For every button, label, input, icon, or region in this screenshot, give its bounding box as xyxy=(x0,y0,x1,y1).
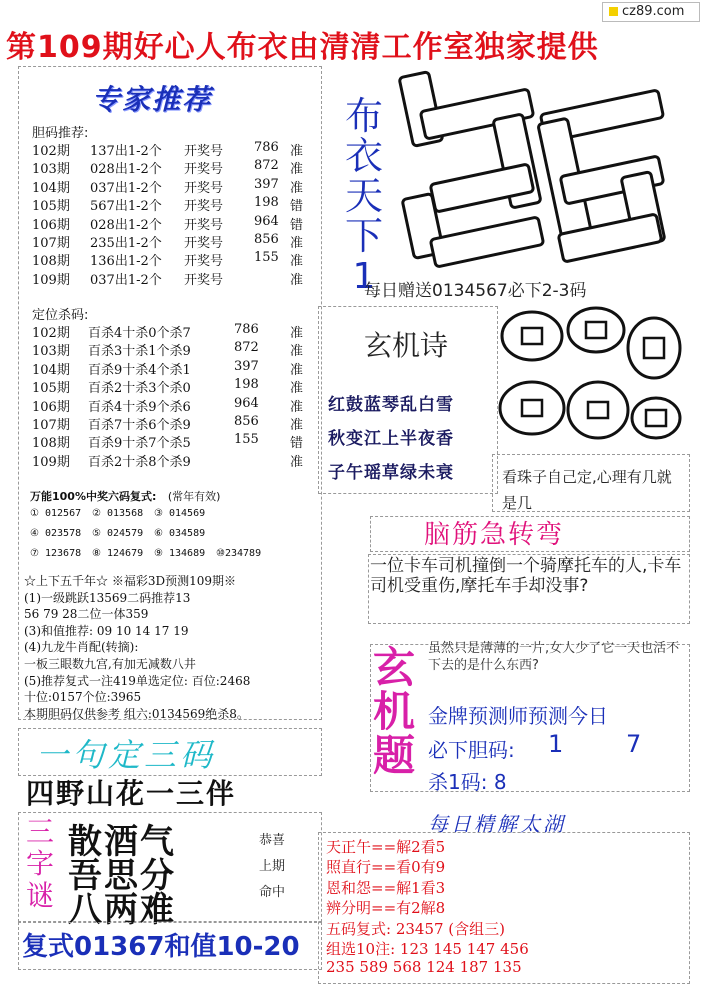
row-kai: 开奖号 xyxy=(184,217,224,233)
sanma-phrase: 四野山花一三伴 xyxy=(26,777,237,810)
taihu-line: 五码复式: 23457 (含组三) xyxy=(326,919,506,938)
row-period: 108期 xyxy=(32,254,70,270)
poem-line: 秋变江上半夜香 xyxy=(328,429,454,449)
row-period: 103期 xyxy=(32,344,70,360)
row-result: 错 xyxy=(290,199,304,215)
row-result: 准 xyxy=(290,326,304,341)
site-badge[interactable] xyxy=(602,2,700,22)
wanneng-item: ⑨ 134689 xyxy=(154,548,206,559)
row-result: 准 xyxy=(290,180,304,196)
row-result: 错 xyxy=(290,217,304,233)
row-pick: 136出1-2个 xyxy=(90,254,162,270)
congrats-line: 恭喜 xyxy=(258,833,285,848)
riddle-line: 八两难 xyxy=(68,890,176,930)
poem-line: 子午瑶草绿未衰 xyxy=(328,463,454,483)
taihu-line: 照直行==看0有9 xyxy=(326,858,446,877)
row-period: 106期 xyxy=(32,217,70,233)
must-dan-value: 7 xyxy=(626,730,642,758)
wanneng-note: (常年有效) xyxy=(167,490,221,503)
row-kai: 开奖号 xyxy=(184,272,224,288)
wanneng-label: 万能100%中奖六码复式: xyxy=(30,490,157,503)
dan-label: 胆码推荐: xyxy=(32,126,89,141)
sanma-title: 一句定三码 xyxy=(36,736,217,774)
row-result: 准 xyxy=(290,454,304,470)
kill-one-label: 杀1码: 8 xyxy=(428,770,507,794)
row-pick: 037出1-2个 xyxy=(90,180,162,196)
stones-note: 看珠子自己定,心理有几就是几 xyxy=(502,468,672,512)
taihu-line: 组选10注: 123 145 147 456 xyxy=(326,940,529,958)
row-num: 964 xyxy=(234,395,259,411)
poem-line: 红鼓蓝琴乱白雪 xyxy=(328,395,454,415)
row-pick: 百杀2十杀3个杀0 xyxy=(88,381,191,397)
buyi-block xyxy=(340,96,388,297)
row-result: 准 xyxy=(290,418,304,433)
daily-send-text: 每日赠送0134567必下2-3码 xyxy=(364,281,587,301)
note-line: (5)推荐复式一注419单选定位: 百位:2468 xyxy=(24,673,251,688)
row-num: 198 xyxy=(234,377,259,393)
row-num: 397 xyxy=(254,176,279,192)
row-pick: 百杀9十杀4个杀1 xyxy=(88,362,191,378)
row-result: 准 xyxy=(290,362,304,378)
xjt-label: 玄机题 xyxy=(372,643,415,780)
buyi-char: 下 xyxy=(344,214,383,258)
row-pick: 百杀9十杀7个杀5 xyxy=(88,436,191,452)
row-result: 准 xyxy=(290,254,304,270)
row-kai: 开奖号 xyxy=(184,236,224,251)
wanneng-item: ③ 014569 xyxy=(154,508,206,519)
congrats-line: 上期 xyxy=(258,859,285,874)
taihu-line: 天正午==解2看5 xyxy=(326,838,446,856)
wanneng-header xyxy=(30,488,220,504)
wanneng-item: ① 012567 xyxy=(30,508,82,519)
taihu-line: 恩和怨==解1看3 xyxy=(326,878,446,897)
row-num: 786 xyxy=(254,140,279,155)
note-line: (4)九龙牛肖配(转摘): xyxy=(24,640,139,655)
row-pick: 百杀3十杀1个杀9 xyxy=(88,344,191,360)
dan-row xyxy=(32,177,312,194)
row-num: 198 xyxy=(254,195,279,211)
note-line: 56 79 28二位一体359 xyxy=(24,607,149,622)
dan-row xyxy=(32,269,312,286)
wanneng-item: ⑥ 034589 xyxy=(154,528,206,539)
row-period: 104期 xyxy=(32,362,70,378)
row-kai: 开奖号 xyxy=(184,144,224,159)
dan-row xyxy=(32,195,312,215)
fushi-text: 复式01367和值10-20 xyxy=(22,932,300,962)
row-period: 103期 xyxy=(32,162,70,178)
site-label: cz89.com xyxy=(622,4,685,19)
row-pick: 235出1-2个 xyxy=(90,236,162,251)
row-period: 106期 xyxy=(32,399,70,415)
row-pick: 百杀2十杀8个杀9 xyxy=(88,454,191,470)
expert-title: 专家推荐 xyxy=(92,83,213,116)
row-kai: 开奖号 xyxy=(184,180,224,196)
row-result: 准 xyxy=(290,344,304,360)
row-period: 107期 xyxy=(32,236,70,251)
row-result: 准 xyxy=(290,144,304,159)
congrats-line: 命中 xyxy=(258,885,285,900)
row-kai: 开奖号 xyxy=(184,199,224,215)
wanneng-item: ⑦ 123678 xyxy=(30,548,82,559)
riddle-text: 虽然只是薄薄的一片,女人少了它一天也活不下去的是什么东西? xyxy=(428,641,680,673)
row-period: 102期 xyxy=(32,326,70,341)
coins-graphic xyxy=(496,300,686,450)
kill-row xyxy=(32,396,312,413)
kill-row xyxy=(32,340,312,360)
dan-row xyxy=(32,214,312,231)
taihu-line: 辨分明==有2解8 xyxy=(326,899,446,918)
buyi-char: 衣 xyxy=(344,134,383,178)
row-pick: 百杀4十杀0个杀7 xyxy=(88,326,191,341)
kill-row xyxy=(32,451,312,468)
taihu-line: 235 589 568 124 187 135 xyxy=(326,958,522,977)
row-result: 准 xyxy=(290,272,304,288)
row-period: 108期 xyxy=(32,436,70,452)
row-result: 错 xyxy=(290,436,304,452)
row-num: 155 xyxy=(234,432,259,448)
row-result: 准 xyxy=(290,381,304,397)
congrats-note xyxy=(252,828,292,906)
row-num: 856 xyxy=(234,414,259,429)
kill-row xyxy=(32,377,312,397)
buyi-char: 布 xyxy=(344,94,383,138)
row-pick: 037出1-2个 xyxy=(90,272,162,288)
row-period: 102期 xyxy=(32,144,70,159)
note-line: (1)一级跳跃13569二码推荐13 xyxy=(24,590,191,605)
row-num: 872 xyxy=(234,340,259,356)
kill-row xyxy=(32,322,312,339)
row-num: 856 xyxy=(254,232,279,247)
row-pick: 137出1-2个 xyxy=(90,144,162,159)
wanneng-item: ④ 023578 xyxy=(30,528,82,539)
row-kai: 开奖号 xyxy=(184,162,224,178)
kill-label: 定位杀码: xyxy=(32,308,89,323)
row-period: 105期 xyxy=(32,381,70,397)
taihu-title: 每日精解太湖 xyxy=(428,812,566,836)
row-period: 109期 xyxy=(32,272,70,288)
row-pick: 百杀4十杀9个杀6 xyxy=(88,399,191,415)
row-pick: 百杀7十杀6个杀9 xyxy=(88,418,191,433)
sanzimi-label: 三字谜 xyxy=(25,815,54,912)
wanneng-item: ⑧ 124679 xyxy=(92,548,144,559)
note-line: 十位:0157个位:3965 xyxy=(24,690,142,705)
wanneng-item: ⑩234789 xyxy=(216,548,262,559)
riddle-line: 散酒气 xyxy=(68,822,176,862)
riddle-line: 吾思分 xyxy=(68,856,176,896)
row-num: 397 xyxy=(234,358,259,374)
row-period: 109期 xyxy=(32,454,70,470)
dan-row xyxy=(32,232,312,249)
row-num: 155 xyxy=(254,250,279,266)
site-logo-icon xyxy=(609,7,618,16)
note-line: 本期胆码仅供参考 组六:0134569绝杀8。 xyxy=(24,706,249,721)
dan-row xyxy=(32,250,312,270)
row-period: 107期 xyxy=(32,418,70,433)
row-period: 104期 xyxy=(32,180,70,196)
row-num: 786 xyxy=(234,322,259,337)
row-period: 105期 xyxy=(32,199,70,215)
kill-row xyxy=(32,432,312,452)
kill-row xyxy=(32,359,312,376)
row-result: 准 xyxy=(290,236,304,251)
must-dan-label: 必下胆码: xyxy=(428,738,515,762)
puzzle-text: 一位卡车司机撞倒一个骑摩托车的人,卡车司机受重伤,摩托车手却没事? xyxy=(370,556,682,596)
row-result: 准 xyxy=(290,399,304,415)
row-num: 964 xyxy=(254,213,279,229)
page-title: 第109期好心人布衣由清清工作室独家提供 xyxy=(6,30,599,65)
gold-title: 金牌预测师预测今日 xyxy=(428,704,608,728)
kill-row xyxy=(32,414,312,431)
row-pick: 567出1-2个 xyxy=(90,199,162,215)
buyi-number: 1 xyxy=(352,256,376,297)
wanneng-item: ⑤ 024579 xyxy=(92,528,144,539)
note-line: (3)和值推荐: 09 10 14 17 19 xyxy=(24,623,189,638)
row-pick: 028出1-2个 xyxy=(90,162,162,178)
big-36-graphic xyxy=(392,66,692,272)
row-pick: 028出1-2个 xyxy=(90,217,162,233)
note-line: 一板三眼数九宫,有加无减数八井 xyxy=(24,657,196,671)
row-num: 872 xyxy=(254,158,279,174)
poem-title: 玄机诗 xyxy=(364,329,449,362)
note-line: ☆上下五千年☆ ※福彩3D预测109期※ xyxy=(24,574,236,588)
dan-row xyxy=(32,158,312,178)
must-dan-value: 1 xyxy=(548,730,564,758)
wanneng-item: ② 013568 xyxy=(92,508,144,519)
dan-row xyxy=(32,140,312,157)
row-kai: 开奖号 xyxy=(184,254,224,270)
puzzle-header: 脑筋急转弯 xyxy=(424,520,565,550)
buyi-char: 天 xyxy=(344,174,383,218)
row-result: 准 xyxy=(290,162,304,178)
